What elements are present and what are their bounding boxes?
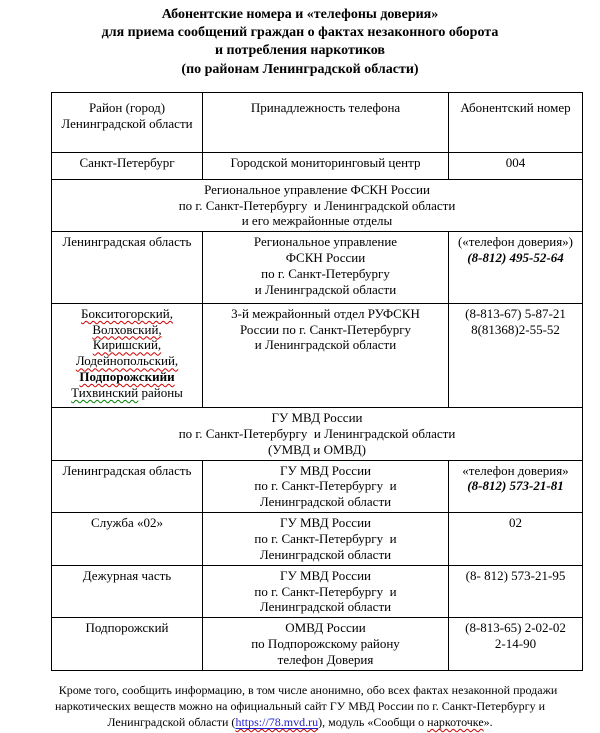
cell-org-mvd-region bbox=[203, 460, 449, 513]
district-name-bold: Подпорожскийи bbox=[79, 369, 175, 385]
cell-org-duty bbox=[203, 565, 449, 618]
header-district-line1: Район (город) bbox=[88, 99, 166, 115]
section-header-mvd bbox=[52, 407, 583, 460]
district-name: Киришский, bbox=[92, 337, 162, 353]
district-suffix: районы bbox=[141, 385, 183, 401]
cell-number-podporozhye bbox=[449, 618, 583, 671]
section-fskn-line3: и его межрайонные отделы bbox=[241, 213, 393, 229]
cell-number-spb: 004 bbox=[449, 152, 583, 179]
row-fskn-districts bbox=[52, 303, 583, 407]
org-line: по г. Санкт-Петербургу и bbox=[254, 583, 397, 599]
phone-number: (8-813-67) 5-87-21 bbox=[465, 305, 566, 321]
phone-number: (8-813-65) 2-02-02 bbox=[465, 620, 566, 636]
org-line: Ленинградской области bbox=[259, 494, 392, 510]
title-line: для приема сообщений граждан о фактах незаконного оборота bbox=[101, 25, 499, 41]
cell-district-mvd-region: Ленинградская область bbox=[52, 460, 203, 513]
row-fskn-region bbox=[52, 232, 583, 303]
footer-text-part1: Кроме того, сообщить информацию, в том числе анонимно, обо всех фактах незаконной продажи наркотических веществ можно на официальный сайт ГУ МВД России по г. Санкт-Петербургу и Ленинградской области ( bbox=[54, 682, 558, 730]
org-line: по г. Санкт-Петербургу bbox=[261, 266, 390, 282]
title-line: (по районам Ленинградской области) bbox=[181, 61, 419, 77]
header-cell-number: Абонентский номер bbox=[449, 92, 583, 152]
org-line: Региональное управление bbox=[253, 234, 398, 250]
footer-text-part2: ), модуль «Сообщи о bbox=[318, 715, 428, 730]
district-name: Лодейнопольский, bbox=[75, 353, 179, 369]
hotline-number: (8-812) 573-21-81 bbox=[467, 478, 564, 494]
section-mvd-line1: ГУ МВД России bbox=[271, 409, 363, 425]
org-line: 3-й межрайонный отдел РУФСКН bbox=[231, 305, 420, 321]
title-line: и потребления наркотиков bbox=[214, 43, 385, 59]
district-name: Бокситогорский, bbox=[81, 305, 173, 321]
row-fskn-section bbox=[52, 179, 583, 232]
org-line: телефон Доверия bbox=[277, 651, 374, 667]
section-fskn-line2: по г. Санкт-Петербургу и Ленинградской области bbox=[178, 197, 456, 213]
cell-district-spb: Санкт-Петербург bbox=[52, 152, 203, 179]
table-header-row bbox=[52, 92, 583, 152]
cell-org-podporozhye bbox=[203, 618, 449, 671]
cell-org-spb: Городской мониторинговый центр bbox=[203, 152, 449, 179]
header-district-line2: Ленинградской области bbox=[61, 115, 193, 131]
section-mvd-line2: по г. Санкт-Петербургу и Ленинградской области bbox=[178, 425, 456, 441]
org-line: ГУ МВД России bbox=[279, 515, 371, 531]
row-mvd-region bbox=[52, 460, 583, 513]
org-line: и Ленинградской области bbox=[254, 281, 397, 297]
cell-number-mvd-region bbox=[449, 460, 583, 513]
org-line: по Подпорожскому району bbox=[251, 636, 400, 652]
district-name: Тихвинский bbox=[71, 385, 139, 401]
cell-district-fskn-region: Ленинградская область bbox=[52, 232, 203, 303]
header-cell-district bbox=[52, 92, 203, 152]
hotline-number: (8-812) 495-52-64 bbox=[467, 250, 564, 266]
cell-number-fskn-region bbox=[449, 232, 583, 303]
org-line: Ленинградской области bbox=[259, 546, 392, 562]
org-line: по г. Санкт-Петербургу и bbox=[254, 478, 397, 494]
org-line: ОМВД России bbox=[285, 620, 366, 636]
org-line: по г. Санкт-Петербургу и bbox=[254, 530, 397, 546]
row-mvd-section bbox=[52, 407, 583, 460]
org-line: ФСКН России bbox=[285, 250, 366, 266]
org-line: ГУ МВД России bbox=[279, 567, 371, 583]
org-line: Ленинградской области bbox=[259, 599, 392, 615]
org-line: ГУ МВД России bbox=[279, 462, 371, 478]
document-title bbox=[0, 6, 600, 79]
cell-org-fskn-region bbox=[203, 232, 449, 303]
org-line: России по г. Санкт-Петербургу bbox=[239, 321, 412, 337]
footer-word-narco: наркоточке bbox=[427, 715, 484, 730]
org-line: и Ленинградской области bbox=[254, 337, 397, 353]
cell-number-interdistrict bbox=[449, 303, 583, 407]
row-spb bbox=[52, 152, 583, 179]
row-service02 bbox=[52, 513, 583, 566]
section-mvd-line3: (УМВД и ОМВД) bbox=[268, 441, 366, 457]
cell-number-duty: (8- 812) 573-21-95 bbox=[449, 565, 583, 618]
district-name: Волховский, bbox=[92, 321, 162, 337]
footer-note bbox=[38, 682, 562, 731]
cell-org-service02 bbox=[203, 513, 449, 566]
section-header-fskn bbox=[52, 179, 583, 232]
cell-number-service02: 02 bbox=[449, 513, 583, 566]
cell-district-service02: Служба «02» bbox=[52, 513, 203, 566]
phone-number: 8(81368)2-55-52 bbox=[471, 321, 560, 337]
cell-district-list bbox=[52, 303, 203, 407]
row-duty bbox=[52, 565, 583, 618]
header-cell-ownership: Принадлежность телефона bbox=[203, 92, 449, 152]
cell-org-interdistrict bbox=[203, 303, 449, 407]
title-line: Абонентские номера и «телефоны доверия» bbox=[161, 7, 439, 22]
cell-district-podporozhye: Подпорожский bbox=[52, 618, 203, 671]
row-podporozhye bbox=[52, 618, 583, 671]
hotline-label: «телефон доверия» bbox=[462, 462, 569, 478]
mvd-site-link[interactable]: https://78.mvd.ru bbox=[235, 715, 319, 730]
phone-number: 2-14-90 bbox=[494, 636, 537, 652]
hotline-label: («телефон доверия») bbox=[457, 234, 574, 250]
footer-text-part3: ». bbox=[483, 715, 493, 730]
section-fskn-line1: Региональное управление ФСКН России bbox=[204, 181, 430, 197]
cell-district-duty: Дежурная часть bbox=[52, 565, 203, 618]
phone-numbers-table bbox=[51, 92, 583, 671]
